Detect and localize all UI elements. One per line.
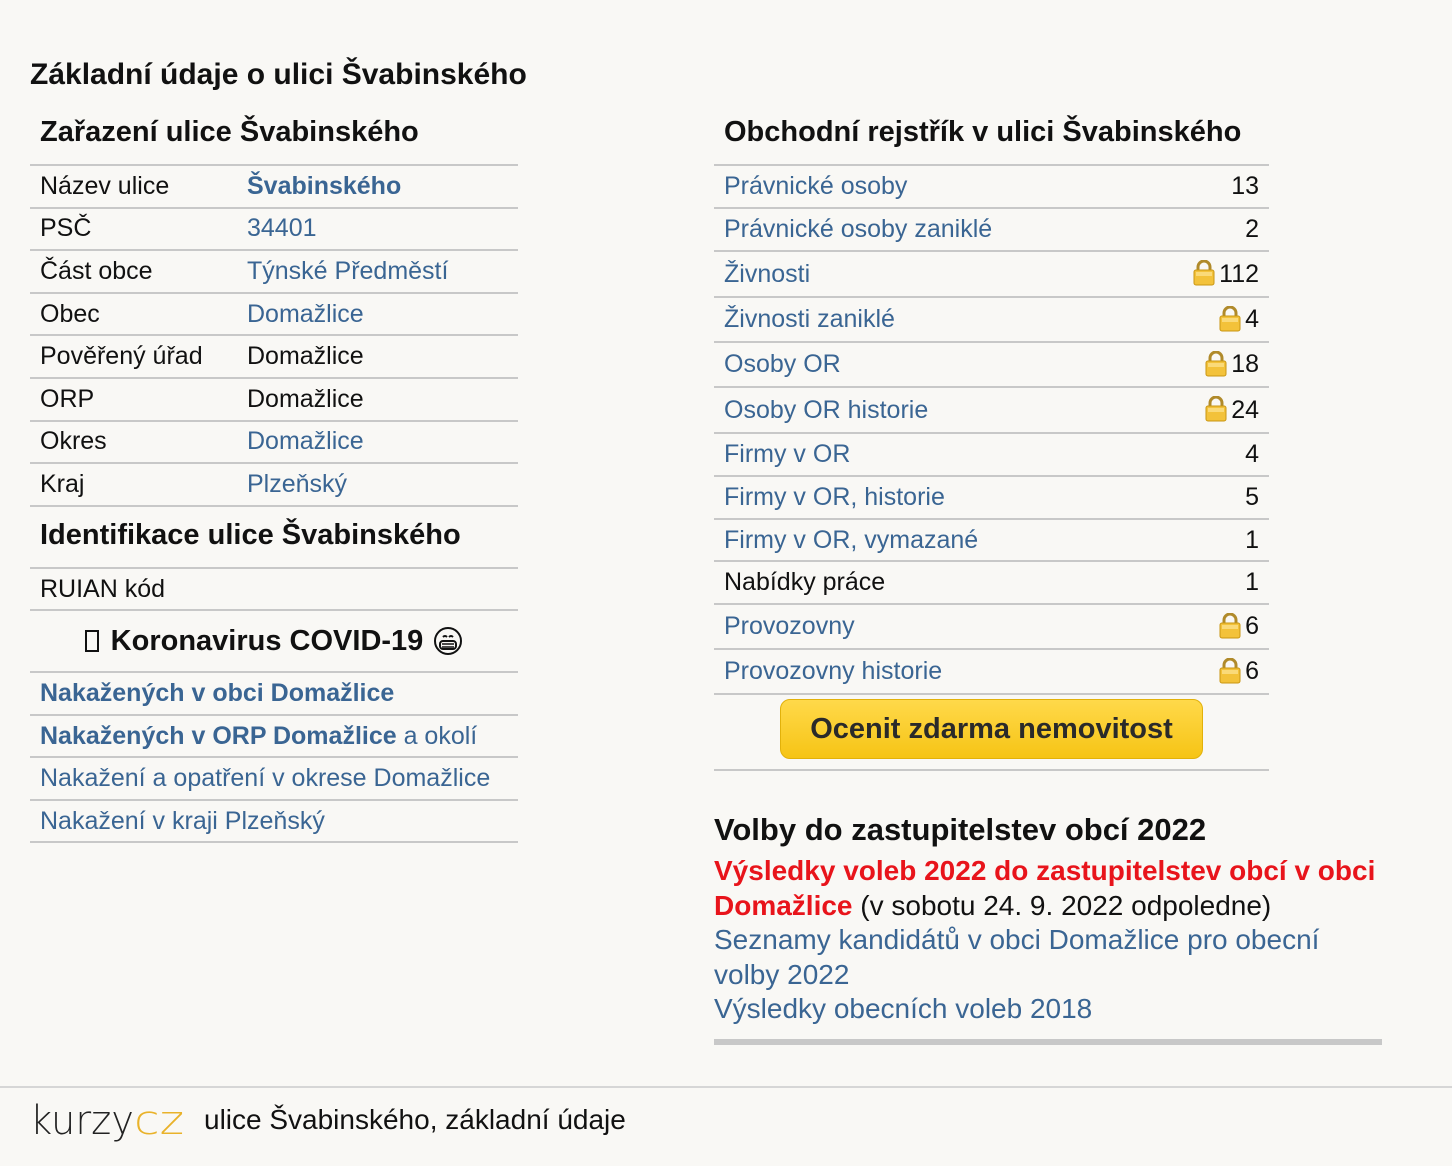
- volby-2018-paragraph: [714, 992, 1382, 1027]
- page-title: Základní údaje o ulici Švabinského: [30, 58, 527, 91]
- rejstrik-row-label[interactable]: Právnické osoby: [724, 172, 908, 200]
- right-column: [714, 108, 1269, 771]
- rejstrik-row-value: 1: [1245, 525, 1259, 554]
- lock-icon[interactable]: [1193, 260, 1215, 286]
- kurzy-cz-logo[interactable]: [30, 1100, 190, 1144]
- rejstrik-row-value-wrap: [1245, 215, 1259, 244]
- volby-section: [714, 810, 1382, 1045]
- info-key: Pověřený úřad: [40, 342, 203, 371]
- volby-candidates-link[interactable]: Seznamy kandidátů v obci Domažlice pro obecní volby 2022: [714, 924, 1320, 990]
- rejstrik-row: [714, 605, 1269, 650]
- rejstrik-row-value: 13: [1231, 172, 1259, 200]
- info-key: Obec: [40, 299, 100, 328]
- covid-link-row[interactable]: [30, 716, 518, 759]
- covid-link-orp[interactable]: Nakažených v ORP Domažlice: [40, 721, 397, 750]
- covid-link-row[interactable]: [30, 801, 518, 844]
- rejstrik-list: [714, 166, 1269, 695]
- info-key: Název ulice: [40, 171, 170, 200]
- rejstrik-row-label[interactable]: Firmy v OR, historie: [724, 483, 945, 511]
- identifikace-heading: Identifikace ulice Švabinského: [30, 507, 518, 569]
- rejstrik-row-value-wrap: [1245, 568, 1259, 597]
- rejstrik-row-value: 5: [1245, 483, 1259, 511]
- rejstrik-row-value: 4: [1245, 305, 1259, 333]
- rejstrik-row-value-wrap: [1205, 350, 1259, 379]
- info-row-nazev: [30, 166, 518, 209]
- info-key: PSČ: [40, 214, 92, 243]
- info-key: Kraj: [40, 469, 85, 498]
- face-mask-icon: [433, 626, 463, 656]
- volby-results-note: (v sobotu 24. 9. 2022 odpoledne): [852, 889, 1272, 921]
- zarazeni-heading: Zařazení ulice Švabinského: [30, 108, 518, 166]
- info-row-obec: [30, 294, 518, 337]
- info-value: Domažlice: [247, 342, 364, 371]
- rejstrik-row: [714, 298, 1269, 343]
- rejstrik-row: [714, 562, 1269, 605]
- footer-caption: ulice Švabinského, základní údaje: [204, 1104, 626, 1135]
- rejstrik-row-value-wrap: [1245, 526, 1259, 555]
- lock-icon[interactable]: [1205, 351, 1227, 377]
- info-row-kraj: [30, 464, 518, 507]
- info-key: RUIAN kód: [40, 574, 166, 603]
- info-row-orp: [30, 379, 518, 422]
- info-row-poverenu-urad: [30, 336, 518, 379]
- okres-link[interactable]: Domažlice: [247, 427, 364, 456]
- rejstrik-row-value-wrap: [1205, 396, 1259, 425]
- covid-link-row[interactable]: [30, 758, 518, 801]
- rejstrik-row-value: 2: [1245, 215, 1259, 243]
- info-key: ORP: [40, 384, 95, 413]
- info-row-okres: [30, 422, 518, 465]
- rejstrik-row-value-wrap: [1231, 172, 1259, 201]
- covid-heading-text: Koronavirus COVID-19: [110, 624, 424, 657]
- rejstrik-row-value: 1: [1245, 568, 1259, 596]
- lock-icon[interactable]: [1219, 658, 1241, 684]
- volby-heading: Volby do zastupitelstev obcí 2022: [714, 812, 1207, 847]
- left-column: [30, 108, 518, 843]
- rejstrik-row: [714, 343, 1269, 388]
- rejstrik-row-label: Nabídky práce: [724, 568, 886, 596]
- footer: [0, 1086, 1452, 1166]
- rejstrik-row-label[interactable]: Živnosti zaniklé: [724, 305, 895, 333]
- rejstrik-row-value-wrap: [1219, 657, 1259, 686]
- covid-link-orp-suffix[interactable]: a okolí: [396, 721, 478, 750]
- rejstrik-row-value: 6: [1245, 612, 1259, 640]
- info-row-cast-obce: [30, 251, 518, 294]
- rejstrik-row-value-wrap: [1245, 440, 1259, 469]
- rejstrik-row: [714, 388, 1269, 434]
- cta-wrap: [714, 695, 1269, 771]
- rejstrik-row-value-wrap: [1193, 260, 1259, 289]
- info-key: Část obce: [40, 256, 153, 285]
- rejstrik-row-value-wrap: [1219, 305, 1259, 334]
- rejstrik-row: [714, 252, 1269, 298]
- lock-icon[interactable]: [1205, 396, 1227, 422]
- rejstrik-row-label[interactable]: Provozovny historie: [724, 657, 943, 685]
- info-value: Domažlice: [247, 384, 364, 413]
- psc-link[interactable]: 34401: [247, 214, 317, 243]
- rejstrik-row: [714, 650, 1269, 695]
- rejstrik-row-label[interactable]: Osoby OR: [724, 350, 841, 378]
- rejstrik-row: [714, 166, 1269, 209]
- cast-obce-link[interactable]: Týnské Předměstí: [247, 256, 449, 285]
- volby-2022-results-link[interactable]: Výsledky voleb 2022 do zastupitelstev obcí v obci Domažlice: [714, 855, 1376, 921]
- logo-kurzy: kurzy: [30, 1100, 134, 1144]
- volby-results-paragraph: [714, 854, 1382, 923]
- covid-link-kraj[interactable]: Nakažení v kraji Plzeňský: [40, 806, 325, 835]
- rejstrik-row-value: 18: [1231, 350, 1259, 378]
- rejstrik-row-label[interactable]: Provozovny: [724, 612, 855, 640]
- lock-icon[interactable]: [1219, 306, 1241, 332]
- rejstrik-row-label[interactable]: Právnické osoby zaniklé: [724, 215, 993, 243]
- info-row-psc: [30, 209, 518, 252]
- covid-link-okres[interactable]: Nakažení a opatření v okrese Domažlice: [40, 764, 491, 793]
- rejstrik-row-label[interactable]: Firmy v OR: [724, 440, 851, 468]
- rejstrik-row-label[interactable]: Firmy v OR, vymazané: [724, 525, 979, 554]
- divider: [714, 1039, 1382, 1045]
- street-name-link[interactable]: Švabinského: [247, 171, 402, 200]
- rejstrik-row: [714, 477, 1269, 520]
- rejstrik-row-label[interactable]: Živnosti: [724, 259, 811, 288]
- kraj-link[interactable]: Plzeňský: [247, 469, 348, 498]
- info-row-ruian: [30, 569, 518, 612]
- rejstrik-row: [714, 520, 1269, 562]
- logo-cz: cz: [134, 1100, 184, 1144]
- rejstrik-row-value: 112: [1219, 259, 1259, 288]
- rejstrik-heading: Obchodní rejstřík v ulici Švabinského: [714, 108, 1269, 166]
- volby-candidates-paragraph: [714, 923, 1382, 992]
- rejstrik-row-label[interactable]: Osoby OR historie: [724, 395, 929, 424]
- covid-link-obec[interactable]: Nakažených v obci Domažlice: [40, 679, 395, 708]
- covid-link-row[interactable]: [30, 673, 518, 716]
- rejstrik-row-value: 6: [1245, 657, 1259, 685]
- lock-icon[interactable]: [1219, 613, 1241, 639]
- info-key: Okres: [40, 427, 107, 456]
- ocenit-nemovitost-button[interactable]: Ocenit zdarma nemovitost: [780, 699, 1203, 759]
- missing-glyph-icon: [85, 630, 99, 652]
- rejstrik-row: [714, 209, 1269, 252]
- rejstrik-row: [714, 434, 1269, 477]
- covid-heading: [30, 611, 518, 673]
- rejstrik-row-value: 4: [1245, 440, 1259, 468]
- rejstrik-row-value-wrap: [1219, 612, 1259, 641]
- rejstrik-row-value: 24: [1231, 395, 1259, 424]
- obec-link[interactable]: Domažlice: [247, 299, 364, 328]
- volby-2018-results-link[interactable]: Výsledky obecních voleb 2018: [714, 993, 1093, 1024]
- rejstrik-row-value-wrap: [1245, 483, 1259, 512]
